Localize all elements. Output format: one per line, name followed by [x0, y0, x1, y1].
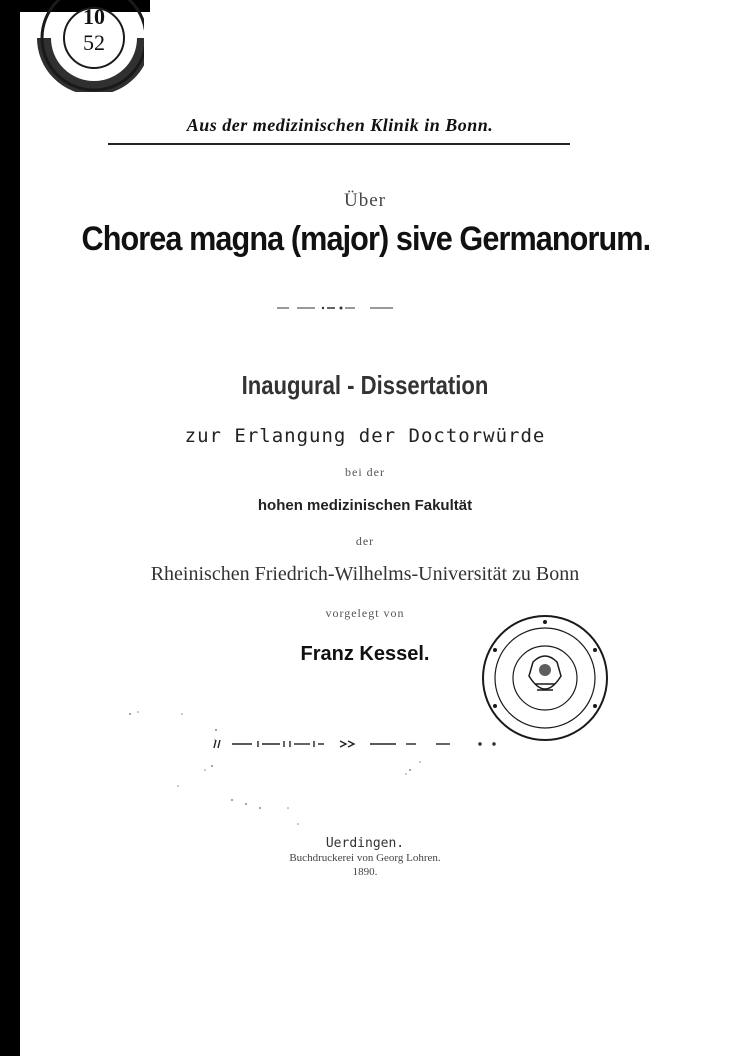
scan-border-left — [0, 0, 20, 1056]
dissertation-label: Inaugural - Dissertation — [241, 370, 489, 400]
scan-specks — [120, 700, 460, 840]
printer-name: Buchdruckerei von Georg Lohren. — [289, 852, 441, 864]
publication-place: Uerdingen. — [325, 836, 405, 851]
university-name: Rheinischen Friedrich-Wilhelms-Universität zu Bonn — [150, 563, 580, 585]
bei-der-label: bei der — [345, 465, 385, 479]
top-stamp-number-1: 10 — [83, 4, 105, 29]
dissertation-purpose: zur Erlangung der Doctorwürde — [184, 425, 546, 447]
clinic-header: Aus der medizinischen Klinik in Bonn. — [186, 115, 494, 135]
author-name: Franz Kessel. — [300, 643, 430, 665]
main-title: Chorea magna (major) sive Germanorum. — [81, 220, 651, 258]
top-stamp-number-2: 52 — [83, 30, 105, 55]
presented-by-label: vorgelegt von — [325, 606, 405, 620]
title-preposition: Über — [344, 190, 386, 211]
library-stamp-top — [14, 0, 144, 92]
ornament-divider — [275, 303, 395, 313]
library-stamp-bottom — [475, 610, 615, 750]
ornament-line — [210, 738, 500, 750]
header-rule — [108, 143, 570, 145]
der-label: der — [355, 534, 375, 548]
publication-year: 1890. — [352, 866, 378, 878]
faculty-name: hohen medizinischen Fakultät — [257, 497, 473, 514]
